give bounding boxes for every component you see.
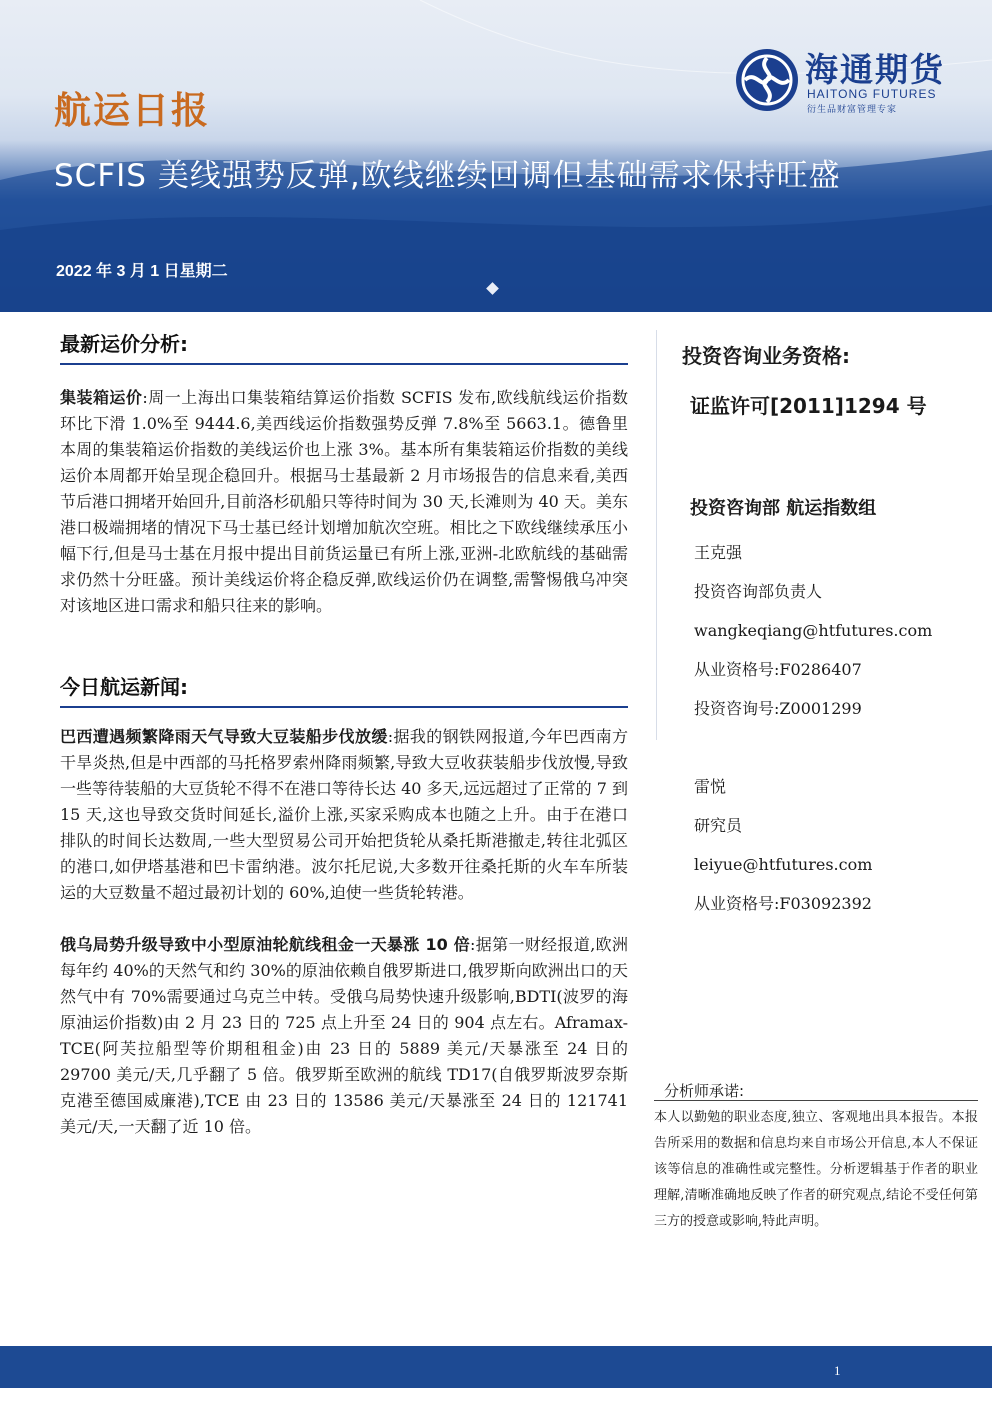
news-item (60, 724, 628, 906)
news-item-text: :据我的钢铁网报道,今年巴西南方干旱炎热,但是中西部的马托格罗索州降雨频繁,导致大豆收获装船步伐放慢,导致一些等待装船的大豆货轮不得不在港口等待长达 40 多天,远远超过了正常的 7 到 15 天,这也导致交货时间延长,溢价上涨,买家采购成本也随之上升。由于在港口排队的时间长达数周,一些大型贸易公司开始把货轮从桑托斯港撤走,转往北弧区的港口,如伊塔基港和巴卡雷纳港。波尔托尼说,大多数开往桑托斯的火车车所装运的大豆数量不超过最初计划的 60%,迫使一些货轮转港。 (60, 727, 628, 902)
analyst1-role: 投资咨询部负责人 (694, 582, 823, 601)
report-header (0, 0, 992, 312)
analyst2-license: 从业资格号:F03092392 (694, 894, 872, 913)
news-item-lead: 巴西遭遇频繁降雨天气导致大豆装船步伐放缓 (60, 727, 388, 746)
freight-lead: 集装箱运价 (60, 388, 143, 407)
report-type-title: 航运日报 (54, 89, 210, 132)
news-item-lead: 俄乌局势升级导致中小型原油轮航线租金一天暴涨 10 倍 (60, 935, 471, 954)
department-title: 投资咨询部 航运指数组 (690, 498, 877, 519)
freight-section-title: 最新运价分析: (60, 328, 628, 365)
main-column (60, 328, 628, 1140)
news-section-title: 今日航运新闻: (60, 671, 628, 708)
analyst1-name: 王克强 (694, 543, 743, 562)
page-footer (0, 1346, 992, 1388)
logo-english-name: HAITONG FUTURES (807, 87, 937, 101)
logo-tagline: 衍生品财富管理专家 (807, 105, 898, 115)
logo-emblem-icon (735, 48, 799, 112)
report-headline: SCFIS 美线强势反弹,欧线继续回调但基础需求保持旺盛 (54, 158, 841, 194)
haitong-futures-logo (735, 42, 955, 122)
qualification-title: 投资咨询业务资格: (682, 344, 850, 368)
logo-chinese-name: 海通期货 (805, 50, 945, 89)
analyst1-consult: 投资咨询号:Z0001299 (694, 699, 862, 718)
page-number: 1 (834, 1363, 841, 1378)
report-date: 2022 年 3 月 1 日星期二 (56, 263, 228, 280)
analyst1-email[interactable]: wangkeqiang@htfutures.com (694, 621, 933, 640)
analyst1-license: 从业资格号:F0286407 (694, 660, 862, 679)
column-divider (656, 330, 657, 740)
news-item-text: :据第一财经报道,欧洲每年约 40%的天然气和约 30%的原油依赖自俄罗斯进口,俄罗斯向欧洲出口的天然气中有 70%需要通过乌克兰中转。受俄乌局势快速升级影响,BDTI(波罗的海原油运价指数)由 2 月 23 日的 725 点上升至 24 日的 904 点左右。Aframax-TCE(阿芙拉船型等价期租租金)由 23 日的 5889 美元/天暴涨至 24 日的 29700 美元/天,几乎翻了 5 倍。俄罗斯至欧洲的航线 TD17(自俄罗斯波罗奈斯克港至德国威廉港),TCE 由 23 日的 13586 美元/天暴涨至 24 日的 121741 美元/天,一天翻了近 10 倍。 (60, 935, 628, 1136)
analyst-promise-title: 分析师承诺: (664, 1082, 745, 1100)
freight-paragraph (60, 385, 628, 619)
news-item (60, 932, 628, 1140)
freight-text: :周一上海出口集装箱结算运价指数 SCFIS 发布,欧线航线运价指数环比下滑 1.0%至 9444.6,美西线运价指数强势反弹 7.8%至 5663.1。德鲁里本周的集装箱运价指数的美线运价也上涨 3%。基本所有集装箱运价指数的美线运价本周都开始呈现企稳回升。根据马士基最新 2 月市场报告的信息来看,美西节后港口拥堵开始回升,目前洛杉矶船只等待时间为 30 天,长滩则为 40 天。美东港口极端拥堵的情况下马士基已经计划增加航次空班。相比之下欧线继续承压小幅下行,但是马士基在月报中提出目前货运量已有所上涨,亚洲-北欧航线的基础需求仍然十分旺盛。预计美线运价将企稳反弹,欧线运价仍在调整,需警惕俄乌冲突对该地区进口需求和船只往来的影响。 (60, 388, 628, 615)
analyst2-name: 雷悦 (694, 777, 727, 796)
analyst2-email[interactable]: leiyue@htfutures.com (694, 855, 873, 874)
analyst-promise-text: 本人以勤勉的职业态度,独立、客观地出具本报告。本报告所采用的数据和信息均来自市场公开信息,本人不保证该等信息的准确性或完整性。分析逻辑基于作者的职业理解,清晰准确地反映了作者的研究观点,结论不受任何第三方的授意或影响,特此声明。 (654, 1100, 978, 1235)
analyst2-role: 研究员 (694, 816, 743, 835)
license-number: 证监许可[2011]1294 号 (690, 394, 927, 418)
